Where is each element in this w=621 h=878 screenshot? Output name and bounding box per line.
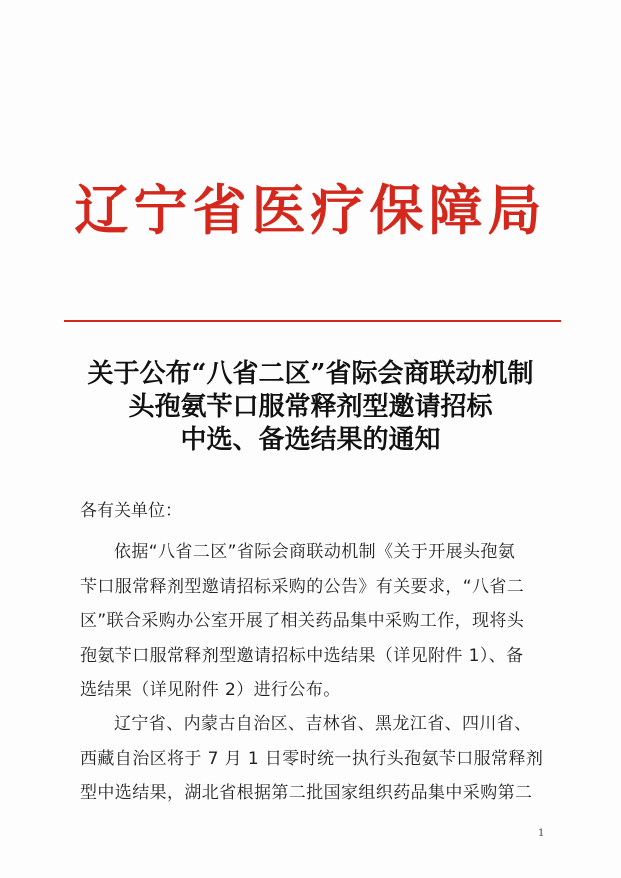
document-title — [0, 358, 621, 457]
org-header: 辽宁省医疗保障局 — [74, 178, 547, 242]
salutation: 各有关单位： — [80, 501, 182, 521]
title-line: 中选、备选结果的通知 — [180, 425, 441, 455]
paragraph-line: 孢氨苄口服常释剂型邀请招标中选结果（详见附件 1）、备 — [80, 645, 524, 666]
paragraph-line: 区”联合采购办公室开展了相关药品集中采购工作，现将头 — [80, 611, 525, 631]
paragraph-line: 苄口服常释剂型邀请招标采购的公告》有关要求，“八省二 — [80, 576, 525, 597]
paragraph-line: 依据“八省二区”省际会商联动机制《关于开展头孢氨 — [114, 542, 516, 562]
paragraph-line: 西藏自治区将于 7 月 1 日零时统一执行头孢氨苄口服常释剂 — [80, 748, 544, 769]
paragraph-2 — [80, 707, 550, 811]
paragraph-line: 选结果（详见附件 2）进行公布。 — [80, 680, 341, 700]
page-number: 1 — [538, 828, 545, 839]
title-line: 头孢氨苄口服常释剂型邀请招标 — [128, 392, 493, 422]
paragraph-line: 辽宁省、内蒙古自治区、吉林省、黑龙江省、四川省、 — [114, 714, 532, 734]
paragraph-line: 型中选结果，湖北省根据第二批国家组织药品集中采购第二 — [80, 783, 533, 803]
title-line: 关于公布“八省二区”省际会商联动机制 — [87, 359, 534, 389]
red-divider-line — [64, 320, 561, 322]
paragraph-1 — [80, 535, 550, 708]
